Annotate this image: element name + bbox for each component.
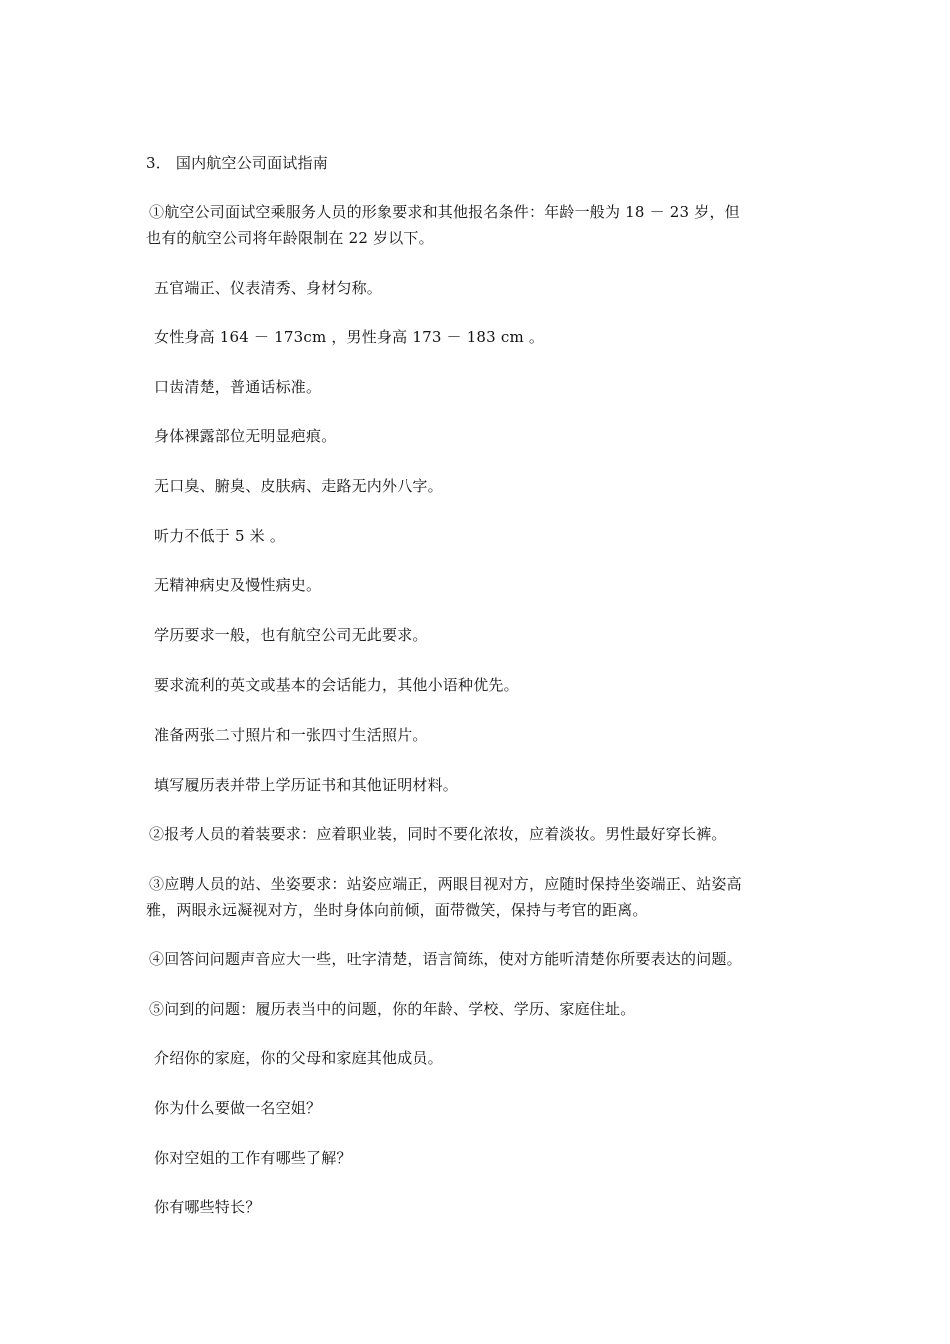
requirement-education: 学历要求一般，也有航空公司无此要求。 (154, 626, 428, 644)
question-why: 你为什么要做一名空姐？ (154, 1099, 322, 1117)
question-knowledge: 你对空姐的工作有哪些了解？ (154, 1149, 352, 1167)
paragraph-1-line-1: ①航空公司面试空乘服务人员的形象要求和其他报名条件：年龄一般为 18 － 23 岁，但 (149, 203, 740, 221)
requirement-scars: 身体裸露部位无明显疤痕。 (154, 427, 337, 445)
section-heading: 3． 国内航空公司面试指南 (146, 154, 328, 172)
requirement-speech: 口齿清楚，普通话标准。 (154, 378, 322, 396)
question-talents: 你有哪些特长？ (154, 1198, 261, 1216)
requirement-hearing: 听力不低于 5 米 。 (154, 527, 286, 545)
paragraph-1-line-2: 也有的航空公司将年龄限制在 22 岁以下。 (146, 229, 434, 247)
requirement-features: 五官端正、仪表清秀、身材匀称。 (154, 279, 383, 297)
paragraph-2: ②报考人员的着装要求：应着职业装，同时不要化浓妆，应着淡妆。男性最好穿长裤。 (149, 825, 727, 843)
requirement-medical-history: 无精神病史及慢性病史。 (154, 576, 322, 594)
requirement-english: 要求流利的英文或基本的会话能力，其他小语种优先。 (154, 676, 519, 694)
question-family: 介绍你的家庭，你的父母和家庭其他成员。 (154, 1049, 443, 1067)
requirement-height: 女性身高 164 － 173cm ，男性身高 173 － 183 cm 。 (154, 328, 545, 346)
paragraph-3-line-2: 雅，两眼永远凝视对方，坐时身体向前倾，面带微笑，保持与考官的距离。 (146, 901, 648, 919)
requirement-photos: 准备两张二寸照片和一张四寸生活照片。 (154, 726, 428, 744)
paragraph-3-line-1: ③应聘人员的站、坐姿要求：站姿应端正，两眼目视对方，应随时保持坐姿端正、站姿高 (149, 875, 742, 893)
paragraph-5: ⑤问到的问题：履历表当中的问题，你的年龄、学校、学历、家庭住址。 (149, 1000, 636, 1018)
paragraph-4: ④回答问问题声音应大一些，吐字清楚，语言简练，使对方能听清楚你所要表达的问题。 (149, 950, 742, 968)
requirement-odor: 无口臭、腑臭、皮肤病、走路无内外八字。 (154, 477, 443, 495)
requirement-resume: 填写履历表并带上学历证书和其他证明材料。 (154, 776, 459, 794)
